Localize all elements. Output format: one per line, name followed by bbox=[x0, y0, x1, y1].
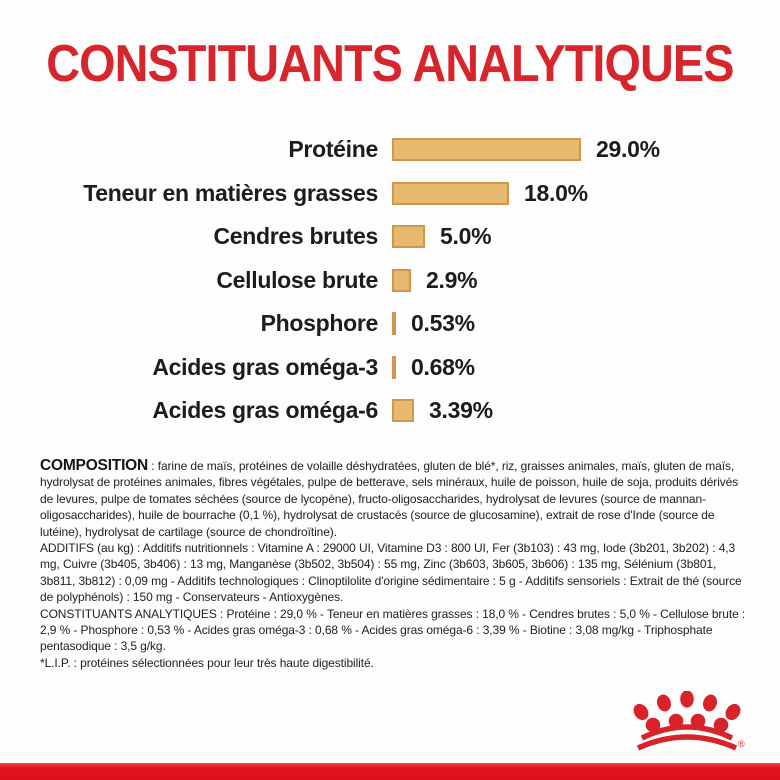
chart-row bbox=[0, 346, 780, 390]
additifs-paragraph: ADDITIFS (au kg) : Additifs nutritionnels : Vitamine A : 29000 UI, Vitamine D3 : 800 UI, Fer (3b103) : 43 mg, Iode (3b201, 3b202) : 4,3 mg, Cuivre (3b405, 3b406) : 13 mg, Manganèse (3b502, 3b504) : 55 mg, Zinc (3b603, 3b605, 3b606) : 135 mg, Sélénium (3b801, 3b811, 3b812) : 0,09 mg - Additifs technologiques : Clinoptilolite d'origine sédimentaire : 5 g - Additifs sensoriels : Extrait de thé (source de polyphénols) : 150 mg - Conservateurs - Antioxygènes. bbox=[40, 541, 742, 605]
composition-text: : farine de maïs, protéines de volaille déshydratées, gluten de blé*, riz, graisses animales, maïs, gluten de maïs, hydrolysat de protéines animales, fibres végétales, pulpe de betterave, sels minéraux, huile de poisson, huile de soja, produits dérivés de levures, pulpe de tomates séchées (source de lycopène), fructo-oligosaccharides, hydrolysat de levures (source de mannan-oligosaccharides), huile de bourrache (0,1 %), hydrolysat de crustacés (source de glucosamine), extrait de rose d'Inde (source de lutéine), hydrolysat de cartilage (source de chondroïtine). bbox=[40, 459, 739, 539]
chart-row bbox=[0, 172, 780, 216]
chart-row bbox=[0, 128, 780, 172]
bar-value: 18.0% bbox=[524, 179, 588, 206]
bar-value: 0.68% bbox=[411, 353, 475, 380]
title-bar bbox=[0, 34, 780, 94]
legal-text-block bbox=[40, 458, 748, 671]
composition-paragraph bbox=[40, 458, 748, 540]
bar bbox=[392, 312, 396, 335]
composition-heading: COMPOSITION bbox=[40, 457, 149, 474]
registered-icon: ® bbox=[738, 739, 745, 749]
bar-value: 3.39% bbox=[429, 397, 493, 424]
bar bbox=[392, 182, 509, 205]
chart-row bbox=[0, 215, 780, 259]
bar bbox=[392, 138, 581, 161]
chart-row bbox=[0, 259, 780, 303]
chart-row bbox=[0, 302, 780, 346]
bar-label: Teneur en matières grasses bbox=[83, 179, 378, 206]
bar bbox=[392, 356, 396, 379]
bar-chart bbox=[0, 128, 780, 433]
bar-value: 29.0% bbox=[596, 136, 660, 163]
bar-label: Cendres brutes bbox=[213, 223, 378, 250]
bar bbox=[392, 225, 425, 248]
bar-label: Phosphore bbox=[260, 310, 378, 337]
lip-note: *L.I.P. : protéines sélectionnées pour leur très haute digestibilité. bbox=[40, 655, 374, 670]
bar-label: Acides gras oméga-3 bbox=[152, 353, 378, 380]
bar-label: Acides gras oméga-6 bbox=[152, 397, 378, 424]
constituants-paragraph: CONSTITUANTS ANALYTIQUES : Protéine : 29,0 % - Teneur en matières grasses : 18,0 % - Cendres brutes : 5,0 % - Cellulose brute : 2,9 % - Phosphore : 0,53 % - Acides gras oméga-3 : 0,68 % - Acides gras oméga-6 : 3,39 % - Biotine : 3,08 mg/kg - Triphosphate pentasodique : 3,5 g/kg. bbox=[40, 606, 746, 654]
page-title: CONSTITUANTS ANALYTIQUES bbox=[46, 35, 734, 93]
bar bbox=[392, 269, 411, 292]
bar-label: Cellulose brute bbox=[216, 266, 378, 293]
royal-canin-crown-icon bbox=[627, 691, 747, 755]
chart-row bbox=[0, 389, 780, 433]
footer-red-bar bbox=[0, 763, 780, 780]
bar-label: Protéine bbox=[288, 136, 378, 163]
bar-value: 5.0% bbox=[440, 223, 492, 250]
bar-value: 2.9% bbox=[426, 266, 478, 293]
bar-value: 0.53% bbox=[411, 310, 475, 337]
bar bbox=[392, 399, 414, 422]
